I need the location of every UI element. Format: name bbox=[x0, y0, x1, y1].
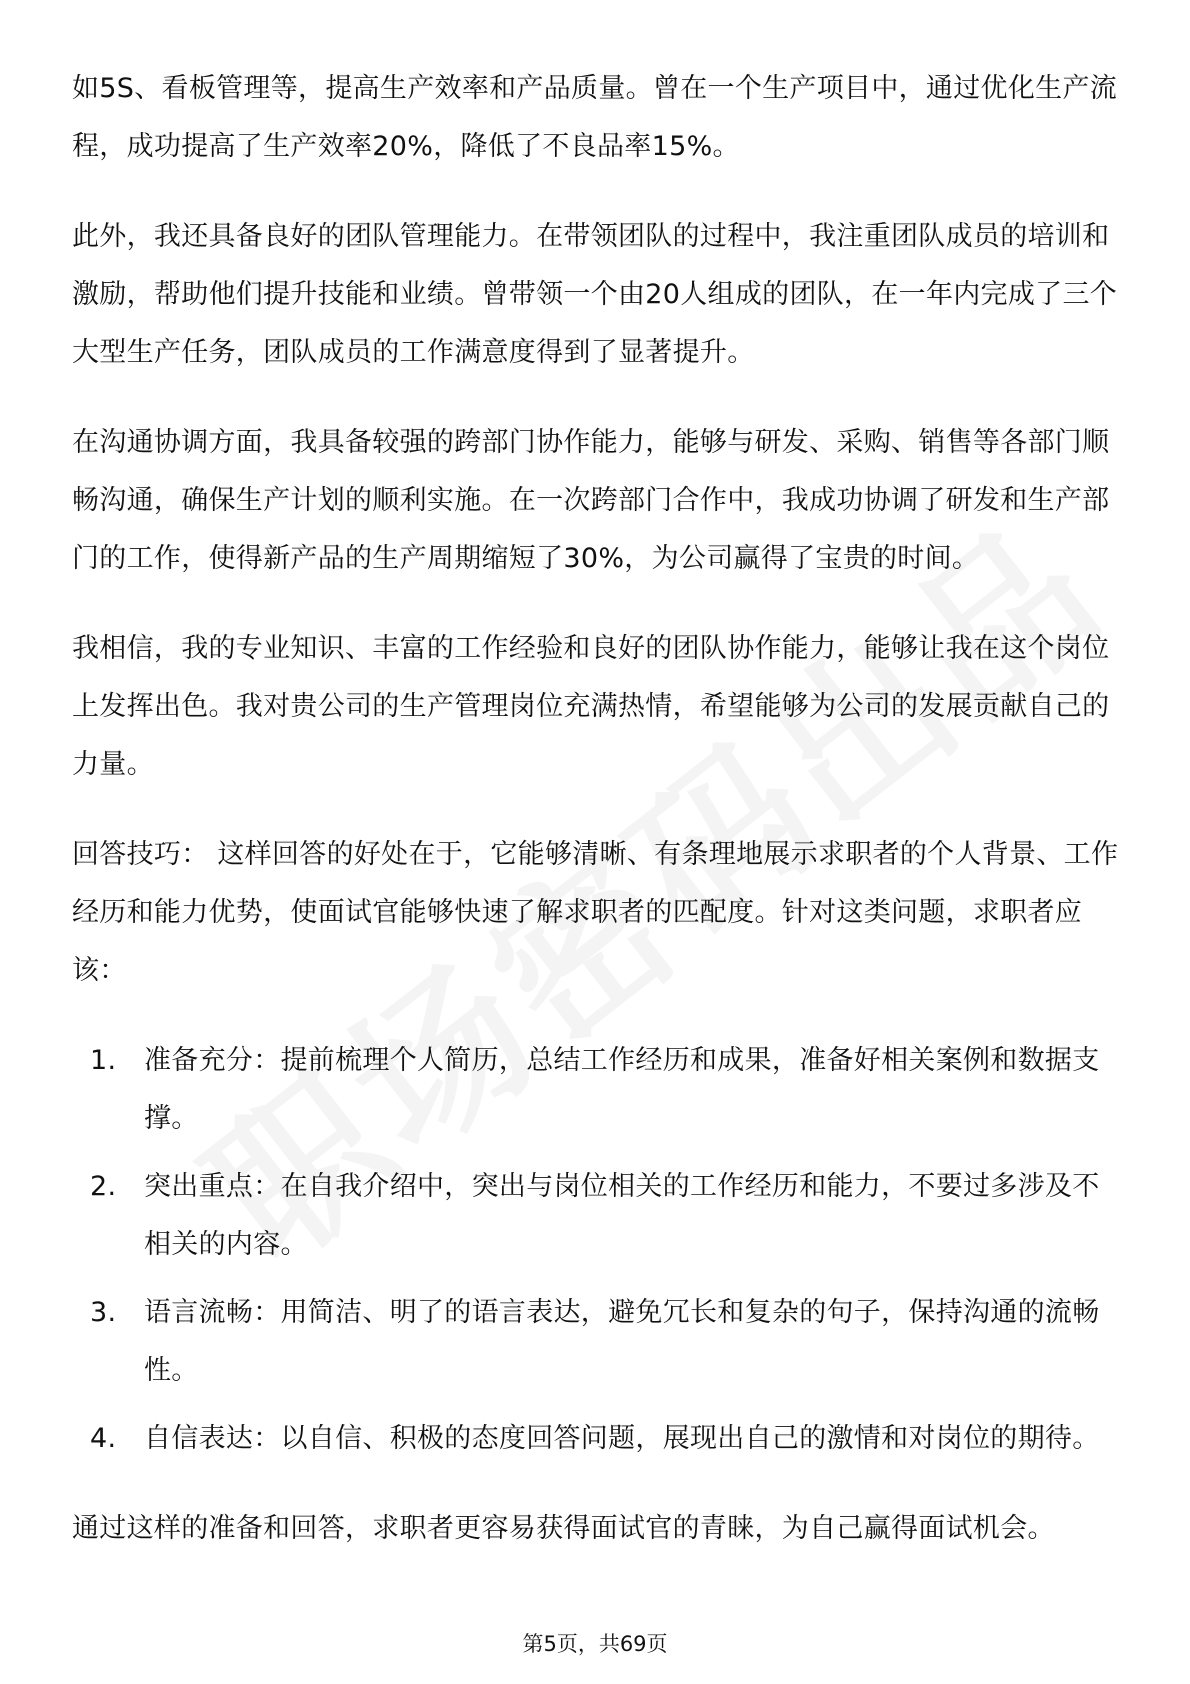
list-item-text: 语言流畅：用简洁、明了的语言表达，避免冗长和复杂的句子，保持沟通的流畅性。 bbox=[144, 1297, 1100, 1386]
page-number-footer: 第5页，共69页 bbox=[522, 1632, 668, 1656]
list-item bbox=[90, 1410, 1122, 1468]
list-item-number: 4. bbox=[90, 1423, 117, 1454]
document-body bbox=[72, 60, 1122, 1590]
paragraph-closing: 通过这样的准备和回答，求职者更容易获得面试官的青睐，为自己赢得面试机会。 bbox=[72, 1513, 1055, 1544]
list-item-number: 3. bbox=[90, 1297, 117, 1328]
list-item-text: 准备充分：提前梳理个人简历，总结工作经历和成果，准备好相关案例和数据支撑。 bbox=[144, 1045, 1100, 1134]
list-item-text: 自信表达：以自信、积极的态度回答问题，展现出自己的激情和对岗位的期待。 bbox=[144, 1423, 1100, 1454]
tips-list bbox=[72, 1032, 1122, 1468]
paragraph-production-methods: 如5S、看板管理等，提高生产效率和产品质量。曾在一个生产项目中，通过优化生产流程，成功提高了生产效率20%，降低了不良品率15%。 bbox=[72, 73, 1118, 162]
list-item bbox=[90, 1284, 1122, 1400]
paragraph-conclusion: 我相信，我的专业知识、丰富的工作经验和良好的团队协作能力，能够让我在这个岗位上发挥出色。我对贵公司的生产管理岗位充满热情，希望能够为公司的发展贡献自己的力量。 bbox=[72, 633, 1110, 780]
list-item-number: 2. bbox=[90, 1171, 117, 1202]
list-item bbox=[90, 1032, 1122, 1148]
list-item-number: 1. bbox=[90, 1045, 117, 1076]
paragraph-communication: 在沟通协调方面，我具备较强的跨部门协作能力，能够与研发、采购、销售等各部门顺畅沟通，确保生产计划的顺利实施。在一次跨部门合作中，我成功协调了研发和生产部门的工作，使得新产品的生产周期缩短了30%，为公司赢得了宝贵的时间。 bbox=[72, 427, 1110, 574]
paragraph-team-management: 此外，我还具备良好的团队管理能力。在带领团队的过程中，我注重团队成员的培训和激励，帮助他们提升技能和业绩。曾带领一个由20人组成的团队，在一年内完成了三个大型生产任务，团队成员的工作满意度得到了显著提升。 bbox=[72, 221, 1118, 368]
list-item bbox=[90, 1158, 1122, 1274]
paragraph-answer-tips: 回答技巧： 这样回答的好处在于，它能够清晰、有条理地展示求职者的个人背景、工作经历和能力优势，使面试官能够快速了解求职者的匹配度。针对这类问题，求职者应该： bbox=[72, 839, 1119, 986]
list-item-text: 突出重点：在自我介绍中，突出与岗位相关的工作经历和能力，不要过多涉及不相关的内容。 bbox=[144, 1171, 1100, 1260]
